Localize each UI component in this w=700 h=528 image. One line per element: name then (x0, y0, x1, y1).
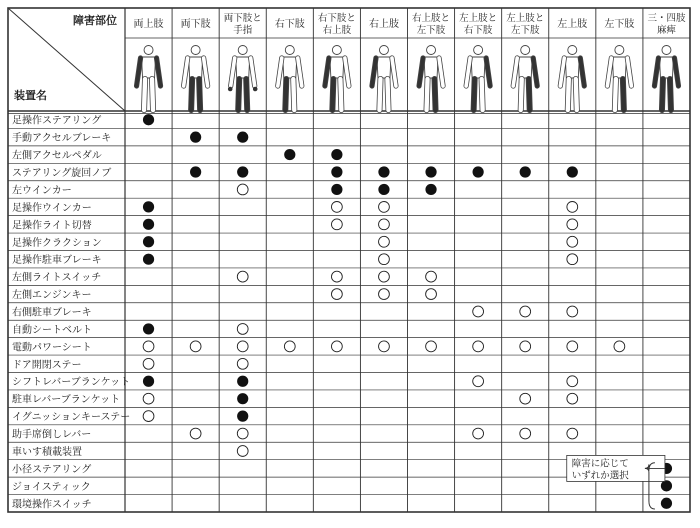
mark-optional (614, 341, 625, 352)
figure-left-leg (623, 79, 624, 110)
figure-right-leg (191, 79, 192, 110)
mark-required (237, 376, 248, 387)
row-label: 小径ステアリング (12, 464, 92, 476)
mark-optional (379, 254, 390, 265)
row-label: ジョイスティック (12, 481, 91, 493)
figure-head (615, 46, 624, 55)
figure-right-arm (184, 58, 188, 86)
column-header-right-leg-and-right-arm: 右上肢 (322, 25, 352, 36)
mark-optional (473, 376, 484, 387)
figure-right-leg (662, 79, 663, 110)
mark-optional (426, 289, 437, 300)
mark-optional (237, 271, 248, 282)
mark-optional (426, 271, 437, 282)
row-label: 足操作ウインカー (12, 202, 92, 214)
figure-torso (142, 57, 156, 78)
column-header-left-arm-and-right-leg: 左上肢と (459, 13, 498, 24)
figure-head (238, 46, 247, 55)
figure-head (474, 46, 483, 55)
body-figure-icon-tri-quad-paralysis (654, 46, 678, 111)
figure-right-arm (419, 58, 423, 86)
figure-right-arm (607, 58, 611, 86)
row-label: 足操作クラクション (12, 237, 102, 249)
figure-right-hand (228, 87, 233, 92)
row-label: シフトレバーブランケット (12, 377, 131, 389)
figure-left-arm (204, 58, 208, 86)
mark-optional (284, 341, 295, 352)
mark-optional (190, 341, 201, 352)
mark-required (143, 219, 154, 230)
row-label: 足操作ライト切替 (12, 220, 92, 232)
body-figure-icon-left-arm-and-left-leg (513, 46, 537, 111)
figure-head (427, 46, 436, 55)
figure-left-hand (253, 87, 258, 92)
row-label: 左側ライトスイッチ (12, 272, 102, 284)
column-header-both-legs: 両下肢 (180, 19, 211, 30)
mark-optional (520, 393, 531, 404)
row-label: 車いす積載装置 (12, 446, 82, 458)
mark-required (661, 498, 672, 509)
mark-required (378, 184, 389, 195)
figure-torso (330, 57, 344, 78)
column-header-right-arm-and-left-leg: 左下肢 (416, 25, 446, 36)
figure-head (662, 46, 671, 55)
note-text: 障害に応じて (571, 458, 629, 470)
mark-required (331, 149, 342, 160)
figure-torso (659, 57, 673, 78)
row-label: 左側アクセルペダル (12, 150, 102, 162)
figure-torso (189, 57, 203, 78)
figure-head (379, 46, 388, 55)
corner-label-disability: 障害部位 (73, 14, 117, 27)
row-label: 右側駐車ブレーキ (12, 307, 92, 319)
figure-right-leg (521, 79, 522, 110)
row-label: 助手席倒しレバー (12, 429, 92, 441)
figure-head (568, 46, 577, 55)
column-header-both-arms: 両上肢 (133, 19, 164, 30)
row-label: ドア開閉ステー (12, 359, 82, 371)
figure-head (521, 46, 530, 55)
mark-optional (143, 358, 154, 369)
figure-left-leg (576, 79, 577, 110)
mark-required (284, 149, 295, 160)
body-figure-icon-both-legs (184, 46, 208, 111)
mark-required (237, 132, 248, 143)
figure-left-arm (439, 58, 443, 86)
body-figure-icon-left-arm (560, 46, 584, 111)
column-header-right-arm: 右上肢 (368, 19, 399, 30)
figure-right-leg (332, 79, 333, 110)
column-header-left-leg: 左下肢 (604, 19, 635, 30)
figure-right-leg (615, 79, 616, 110)
mark-optional (237, 446, 248, 457)
row-label: 電動パワーシート (12, 342, 92, 354)
figure-right-leg (285, 79, 286, 110)
mark-optional (143, 341, 154, 352)
figure-left-leg (199, 79, 200, 110)
figure-left-leg (482, 79, 483, 110)
body-figure-icon-right-leg-and-right-arm (325, 46, 349, 111)
mark-required (143, 201, 154, 212)
mark-optional (331, 201, 342, 212)
mark-optional (237, 358, 248, 369)
row-label: 左ウインカー (12, 185, 72, 197)
column-header-tri-quad-paralysis: 三・四肢 (647, 13, 686, 24)
mark-optional (190, 428, 201, 439)
figure-right-leg (144, 79, 145, 110)
row-label: 環境操作スイッチ (12, 499, 92, 511)
figure-right-leg (238, 79, 239, 110)
mark-required (425, 166, 436, 177)
figure-torso (518, 57, 532, 78)
figure-left-leg (435, 79, 436, 110)
mark-required (143, 236, 154, 247)
mark-optional (379, 236, 390, 247)
column-header-right-arm-and-left-leg: 右上肢と (412, 13, 451, 24)
body-figure-icon-right-leg (278, 46, 302, 111)
column-header-left-arm-and-right-leg: 右下肢 (463, 25, 493, 36)
mark-optional (567, 219, 578, 230)
mark-optional (379, 271, 390, 282)
mark-required (661, 480, 672, 491)
mark-required (190, 132, 201, 143)
figure-left-arm (251, 58, 255, 86)
row-label: 左側エンジンキー (12, 290, 92, 302)
mark-required (473, 166, 484, 177)
figure-head (285, 46, 294, 55)
row-label: 手動アクセルブレーキ (12, 133, 112, 145)
row-label: 駐車レバーブランケット (12, 394, 121, 406)
column-header-right-leg-and-right-arm: 右下肢と (317, 13, 356, 24)
figure-left-leg (340, 79, 341, 110)
mark-optional (237, 184, 248, 195)
mark-optional (379, 201, 390, 212)
row-label: 足操作駐車ブレーキ (12, 255, 102, 267)
mark-optional (143, 393, 154, 404)
mark-required (237, 393, 248, 404)
figure-torso (612, 57, 626, 78)
mark-optional (379, 289, 390, 300)
column-header-left-arm-and-left-leg: 左上肢と (506, 13, 545, 24)
figure-left-arm (298, 58, 302, 86)
figure-left-arm (157, 58, 161, 86)
mark-optional (143, 411, 154, 422)
body-figure-icon-left-arm-and-right-leg (466, 46, 490, 111)
body-figure-icon-both-arms (137, 46, 161, 111)
mark-required (143, 254, 154, 265)
figure-left-arm (674, 58, 678, 86)
figure-left-arm (486, 58, 490, 86)
row-label: イグニッションキーステー (12, 412, 131, 424)
figure-right-arm (560, 58, 564, 86)
body-figure-icon-both-legs-and-fingers (228, 46, 258, 111)
mark-required (143, 323, 154, 334)
body-figure-icon-left-leg (607, 46, 631, 111)
figure-torso (424, 57, 438, 78)
mark-optional (567, 393, 578, 404)
mark-optional (520, 341, 531, 352)
mark-optional (331, 341, 342, 352)
figure-torso (565, 57, 579, 78)
mark-optional (520, 428, 531, 439)
mark-optional (331, 271, 342, 282)
figure-right-leg (568, 79, 569, 110)
figure-right-leg (427, 79, 428, 110)
figure-right-leg (474, 79, 475, 110)
mark-optional (567, 254, 578, 265)
mark-required (425, 184, 436, 195)
mark-required (567, 166, 578, 177)
column-header-left-arm-and-left-leg: 左下肢 (510, 25, 540, 36)
figure-left-leg (246, 79, 247, 110)
note-text: いずれか選択 (571, 470, 629, 482)
figure-head (332, 46, 341, 55)
mark-optional (473, 306, 484, 317)
figure-left-leg (387, 79, 388, 110)
figure-torso (236, 57, 250, 78)
mark-required (143, 114, 154, 125)
body-figure-icon-right-arm (372, 46, 396, 111)
figure-right-arm (466, 58, 470, 86)
figure-right-arm (325, 58, 329, 86)
body-figure-icon-right-arm-and-left-leg (419, 46, 443, 111)
mark-optional (567, 428, 578, 439)
mark-optional (237, 341, 248, 352)
column-header-right-leg: 右下肢 (274, 19, 305, 30)
figure-left-arm (392, 58, 396, 86)
figure-right-leg (379, 79, 380, 110)
mark-required (190, 166, 201, 177)
figure-left-leg (293, 79, 294, 110)
figure-left-arm (345, 58, 349, 86)
column-header-both-legs-and-fingers: 手指 (233, 25, 253, 36)
figure-left-leg (152, 79, 153, 110)
mark-optional (567, 201, 578, 212)
mark-optional (473, 341, 484, 352)
figure-left-arm (533, 58, 537, 86)
figure-torso (283, 57, 297, 78)
mark-optional (567, 341, 578, 352)
figure-right-arm (278, 58, 282, 86)
figure-right-arm (654, 58, 658, 86)
mark-required (331, 184, 342, 195)
figure-torso (471, 57, 485, 78)
row-label: ステアリング旋回ノブ (12, 168, 112, 180)
figure-left-arm (627, 58, 631, 86)
row-label: 足操作ステアリング (12, 115, 102, 127)
row-label: 自動シートベルト (12, 324, 92, 336)
figure-right-arm (231, 58, 235, 86)
figure-left-arm (580, 58, 584, 86)
figure-left-leg (529, 79, 530, 110)
mark-required (237, 411, 248, 422)
figure-head (191, 46, 200, 55)
mark-required (520, 166, 531, 177)
mark-optional (567, 236, 578, 247)
figure-torso (377, 57, 391, 78)
corner-label-device: 装置名 (14, 89, 47, 102)
figure-right-arm (372, 58, 376, 86)
mark-optional (567, 376, 578, 387)
figure-head (144, 46, 153, 55)
mark-optional (331, 289, 342, 300)
figure-right-arm (137, 58, 141, 86)
mark-optional (473, 428, 484, 439)
mark-optional (331, 219, 342, 230)
mark-optional (520, 306, 531, 317)
mark-optional (379, 219, 390, 230)
mark-required (143, 376, 154, 387)
figure-left-leg (670, 79, 671, 110)
mark-required (237, 166, 248, 177)
mark-required (331, 166, 342, 177)
column-header-both-legs-and-fingers: 両下肢と (223, 13, 262, 24)
mark-optional (567, 306, 578, 317)
mark-optional (426, 341, 437, 352)
column-header-left-arm: 左上肢 (557, 19, 588, 30)
mark-required (378, 166, 389, 177)
figure-right-arm (513, 58, 517, 86)
mark-optional (237, 324, 248, 335)
column-header-tri-quad-paralysis: 麻痺 (656, 25, 676, 36)
mark-optional (237, 428, 248, 439)
mark-optional (379, 341, 390, 352)
